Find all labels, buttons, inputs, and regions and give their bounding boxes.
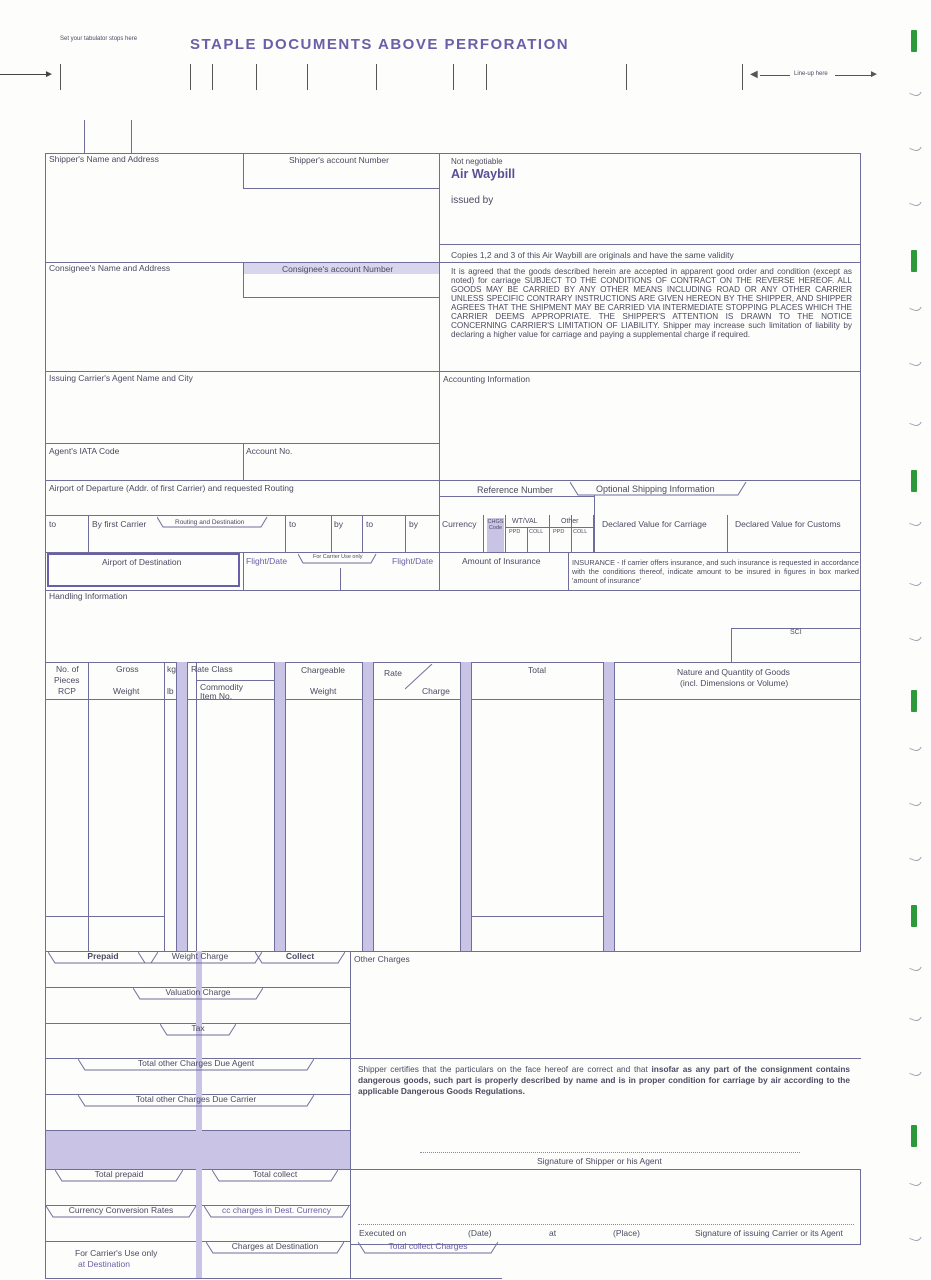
- routing-dest-label: Routing and Destination: [175, 519, 245, 526]
- certify-bold: insofar as any part of the consignment contains dangerous goods, such part is properly described by name and is in proper condition for carriage by air according to the applicable Dangerous Goods Regulations.: [358, 1064, 850, 1096]
- no-of-label: No. of: [56, 664, 79, 674]
- green-marker-icon: [911, 250, 917, 272]
- executed-on-label: Executed on: [359, 1228, 407, 1238]
- declared-carriage-label: Declared Value for Carriage: [602, 519, 707, 529]
- by-label-2: by: [334, 519, 343, 529]
- valuation-collect-field[interactable]: [204, 1002, 349, 1020]
- binding-mark: [131, 120, 132, 153]
- grid-line-h: [244, 188, 439, 189]
- grid-line-h: [440, 262, 860, 263]
- declared-carriage-field[interactable]: [596, 531, 726, 551]
- grid-line-h: [196, 680, 276, 681]
- other-label: Other: [561, 518, 579, 525]
- to-label: to: [49, 519, 57, 529]
- tab-stop-mark: [212, 64, 213, 90]
- at-destination-label: at Destination: [78, 1259, 130, 1269]
- conversion-tab: [46, 1205, 196, 1219]
- other-charges-label: Other Charges: [354, 954, 410, 964]
- tab-arrow-line: [0, 74, 46, 75]
- declared-customs-label: Declared Value for Customs: [735, 519, 841, 529]
- certify-plain: Shipper certifies that the particulars on the face hereof are correct and that: [358, 1064, 652, 1074]
- consignee-name-label: Consignee's Name and Address: [49, 263, 171, 273]
- lineup-left-arrow-icon: ◀: [750, 69, 758, 80]
- shade-column: [604, 662, 614, 951]
- other-charges-field[interactable]: [354, 966, 858, 1056]
- account-no-field[interactable]: [244, 457, 438, 479]
- amount-insurance-field[interactable]: [442, 567, 567, 587]
- to-label-3: to: [366, 519, 374, 529]
- gross-label: Gross: [116, 664, 139, 674]
- binding-mark: [84, 120, 85, 153]
- perforation-hook-icon: [909, 743, 921, 752]
- collect-tab: [255, 951, 345, 965]
- insurance-notice: INSURANCE - If carrier offers insurance, and such insurance is requested in accordance with the conditions thereof, indicate amount to be insured in figures in box marked 'amount of insurance': [572, 558, 859, 585]
- tab-stop-mark: [190, 64, 191, 90]
- grid-line-v: [549, 515, 550, 553]
- charges-destination-tab: [206, 1241, 344, 1255]
- charges-destination-tab-label: Charges at Destination: [231, 1241, 319, 1251]
- tax-collect-field[interactable]: [204, 1038, 349, 1056]
- shipper-account-field[interactable]: [244, 166, 439, 188]
- perforation-hook-icon: [909, 1013, 921, 1022]
- due-agent-prepaid-field[interactable]: [46, 1074, 194, 1092]
- routing-field[interactable]: [46, 530, 438, 550]
- valuation-tab-label: Valuation Charge: [165, 987, 231, 997]
- gross-weight-field[interactable]: [90, 701, 164, 915]
- grid-line-v: [594, 495, 595, 553]
- commodity-field[interactable]: [197, 701, 273, 949]
- total-collect-field[interactable]: [204, 1186, 349, 1202]
- shade-column: [177, 662, 187, 951]
- carrier-signature-label: Signature of issuing Carrier or its Agent: [695, 1228, 843, 1238]
- grid-line-v: [471, 662, 472, 951]
- consignee-account-field[interactable]: [244, 275, 439, 297]
- first-carrier-label: By first Carrier: [92, 519, 147, 529]
- tab-stop-mark: [256, 64, 257, 90]
- grid-line-v: [340, 568, 341, 590]
- grid-line-v: [164, 662, 165, 951]
- total-prepaid-field[interactable]: [46, 1186, 194, 1202]
- grid-line-v: [614, 662, 615, 951]
- total-field[interactable]: [473, 701, 602, 915]
- total-prepaid-tab-label: Total prepaid: [94, 1169, 144, 1179]
- cc-charges-tab: [204, 1205, 349, 1219]
- grid-line-v: [350, 951, 351, 1278]
- grid-line-h: [244, 297, 439, 298]
- shipper-signature-label: Signature of Shipper or his Agent: [537, 1156, 662, 1166]
- perforation-hook-icon: [909, 418, 921, 427]
- dimensions-label: (incl. Dimensions or Volume): [680, 678, 789, 688]
- ppd-label: PPD: [509, 529, 521, 535]
- coll-label: COLL: [529, 529, 544, 535]
- air-waybill-title: Air Waybill: [451, 167, 516, 181]
- tab-stop-mark: [376, 64, 377, 90]
- grid-line-h: [505, 527, 593, 528]
- wt-val-label: WT/VAL: [512, 518, 538, 525]
- handling-field[interactable]: [46, 603, 726, 659]
- grid-line-v: [860, 1169, 861, 1245]
- tab-stop-mark: [486, 64, 487, 90]
- conversion-rate-field[interactable]: [46, 1220, 194, 1238]
- nature-label: Nature and Quantity of Goods: [677, 667, 790, 677]
- flight-date-label: Flight/Date: [246, 556, 288, 566]
- green-marker-icon: [911, 905, 917, 927]
- nature-goods-field[interactable]: [616, 701, 858, 949]
- green-marker-icon: [911, 1125, 917, 1147]
- grid-line-v: [527, 527, 528, 553]
- weight-charge-tab-label: Weight Charge: [171, 951, 229, 961]
- chgs-code-label: CHGS Code: [487, 519, 504, 531]
- grid-line-h: [45, 662, 861, 663]
- due-carrier-tab-label: Total other Charges Due Carrier: [135, 1094, 257, 1104]
- due-agent-tab: [78, 1058, 314, 1072]
- tab-stop-mark: [60, 64, 61, 90]
- rate-class-label: Rate Class: [191, 664, 233, 674]
- grid-line-h: [45, 1278, 502, 1279]
- account-no-label: Account No.: [246, 446, 293, 456]
- rate-charge-field[interactable]: [375, 701, 459, 949]
- accounting-info-label: Accounting Information: [443, 374, 530, 384]
- place-label: (Place): [613, 1228, 640, 1238]
- tab-stop-mark: [453, 64, 454, 90]
- valuation-prepaid-field[interactable]: [46, 1002, 194, 1020]
- grid-line-h: [45, 590, 861, 591]
- kg-label: kg: [167, 664, 176, 674]
- green-marker-icon: [911, 30, 917, 52]
- total-collect-tab-label: Total collect: [252, 1169, 298, 1179]
- by-label-3: by: [409, 519, 418, 529]
- due-agent-collect-field[interactable]: [204, 1074, 349, 1092]
- consignee-name-field[interactable]: [46, 276, 242, 370]
- due-agent-tab-label: Total other Charges Due Agent: [137, 1058, 255, 1068]
- grid-line-h: [45, 916, 165, 917]
- departure-label: Airport of Departure (Addr. of first Carrier) and requested Routing: [49, 483, 294, 493]
- flight-date-label-2: Flight/Date: [392, 556, 434, 566]
- green-marker-icon: [911, 470, 917, 492]
- tax-tab-label: Tax: [191, 1023, 205, 1033]
- rate-label: Rate: [384, 668, 402, 678]
- iata-code-field[interactable]: [46, 457, 242, 479]
- grid-line-h: [440, 244, 860, 245]
- grid-line-h: [45, 480, 440, 481]
- lineup-line-left: [760, 75, 790, 76]
- shipper-account-label: Shipper's account Number: [289, 155, 389, 165]
- perforation-hook-icon: [909, 88, 921, 97]
- sci-label: SCI: [790, 629, 802, 636]
- cc-charges-field[interactable]: [204, 1220, 349, 1238]
- staple-title: STAPLE DOCUMENTS ABOVE PERFORATION: [190, 36, 570, 53]
- grid-line-h: [45, 699, 861, 700]
- rcp-label: RCP: [58, 686, 76, 696]
- perforation-hook-icon: [909, 303, 921, 312]
- perforation-hook-icon: [909, 198, 921, 207]
- charge-label: Charge: [422, 686, 450, 696]
- perforation-hook-icon: [909, 963, 921, 972]
- carrier-use-only-label: For Carrier's Use only: [75, 1248, 158, 1258]
- pieces-field[interactable]: [46, 701, 88, 915]
- airport-destination-label: Airport of Destination: [102, 557, 182, 567]
- amount-insurance-label: Amount of Insurance: [462, 556, 541, 566]
- lineup-right-arrow-icon: ►: [869, 69, 879, 80]
- shade-column: [275, 662, 285, 951]
- chargeable-weight-label: Weight: [310, 686, 337, 696]
- coll-label-2: COLL: [573, 529, 588, 535]
- flight-date-field[interactable]: [244, 567, 339, 587]
- charges-destination-field[interactable]: [204, 1256, 349, 1274]
- to-label-2: to: [289, 519, 297, 529]
- issuer-field[interactable]: [445, 208, 855, 242]
- shade-column: [461, 662, 471, 951]
- grid-line-v: [187, 662, 188, 951]
- weight-charge-prepaid-field[interactable]: [46, 966, 194, 984]
- iata-code-label: Agent's IATA Code: [49, 446, 120, 456]
- weight-charge-tab: [138, 951, 262, 965]
- departure-field[interactable]: [46, 494, 438, 514]
- lineup-line-right: [835, 75, 871, 76]
- lb-label: lb: [167, 686, 174, 696]
- date-label: (Date): [468, 1228, 492, 1238]
- perforation-hook-icon: [909, 1233, 921, 1242]
- grid-line-v: [285, 662, 286, 951]
- green-marker-icon: [911, 690, 917, 712]
- conditions-notice: It is agreed that the goods described herein are accepted in apparent good order and condition (except as noted) for carriage SUBJECT TO THE CONDITIONS OF CONTRACT ON THE REVERSE HEREOF. ALL GOODS MAY BE CARRIED BY ANY OTHER MEANS INCLUDING ROAD OR ANY OTHER CARRIER UNLESS SPECIFIC CONTRARY INSTRUCTIONS ARE GIVEN HEREON BY THE SHIPPER, AND SHIPPER AGREES THAT THE SHIPMENT MAY BE CARRIED VIA INTERMEDIATE STOPPING PLACES WHICH THE CARRIER DEEMS APPROPRIATE. THE SHIPPER'S ATTENTION IS DRAWN TO THE NOTICE CONCERNING CARRIER'S LIMITATION OF LIABILITY. Shipper may increase such limitation of liability by declaring a higher value for carriage and paying a supplemental charge if required.: [451, 267, 852, 339]
- total-collect-tab: [212, 1169, 338, 1183]
- due-carrier-collect-field[interactable]: [204, 1110, 349, 1128]
- shade-column: [363, 662, 373, 951]
- tax-tab: [160, 1023, 236, 1037]
- at-label: at: [549, 1228, 557, 1238]
- not-negotiable: Not negotiable: [451, 157, 503, 166]
- execution-line[interactable]: [358, 1224, 854, 1225]
- accounting-info-field[interactable]: [442, 386, 859, 478]
- perforation-hook-icon: [909, 633, 921, 642]
- pieces-label: Pieces: [54, 675, 80, 685]
- chargeable-weight-field[interactable]: [287, 701, 361, 949]
- grid-line-v: [568, 552, 569, 590]
- tab-stop-mark: [307, 64, 308, 90]
- valuation-tab: [133, 987, 263, 1001]
- tab-stop-mark: [742, 64, 743, 90]
- perforation-hook-icon: [909, 143, 921, 152]
- perforation-hook-icon: [909, 1178, 921, 1187]
- perforation-hook-icon: [909, 518, 921, 527]
- prepaid-tab-label: Prepaid: [87, 951, 119, 961]
- currency-label: Currency: [442, 519, 477, 529]
- gross-weight-label: Weight: [113, 686, 140, 696]
- tab-arrow-icon: ►: [44, 69, 54, 80]
- item-no-label: Item No.: [200, 691, 233, 701]
- grid-line-v: [593, 515, 594, 553]
- perforation-hook-icon: [909, 853, 921, 862]
- perforation-hook-icon: [909, 798, 921, 807]
- collect-tab-label: Collect: [285, 951, 315, 961]
- grid-line-v: [505, 515, 506, 553]
- airport-destination-field[interactable]: [52, 568, 237, 584]
- reference-number-label: Reference Number: [477, 485, 554, 495]
- tabulator-note: Set your tabulator stops here: [60, 36, 138, 42]
- grid-line-h: [45, 371, 861, 372]
- agent-name-field[interactable]: [46, 385, 438, 441]
- reference-number-field[interactable]: [445, 498, 591, 516]
- grid-line-h: [45, 153, 861, 154]
- perforation-hook-icon: [909, 1068, 921, 1077]
- conversion-tab-label: Currency Conversion Rates: [68, 1205, 174, 1215]
- declared-customs-field[interactable]: [730, 531, 858, 551]
- due-carrier-prepaid-field[interactable]: [46, 1110, 194, 1128]
- perforation-hook-icon: [909, 578, 921, 587]
- shipper-name-field[interactable]: [46, 166, 242, 261]
- copies-note: Copies 1,2 and 3 of this Air Waybill are originals and have the same validity: [451, 250, 734, 260]
- shipper-name-label: Shipper's Name and Address: [49, 154, 159, 164]
- shade-block: [46, 1131, 350, 1169]
- lineup-note: Line-up here: [794, 71, 828, 77]
- grid-line-v: [727, 515, 728, 553]
- total-label: Total: [528, 665, 546, 675]
- perforation-hook-icon: [909, 358, 921, 367]
- cc-charges-tab-label: cc charges in Dest. Currency: [221, 1205, 332, 1215]
- commodity-label: Commodity: [200, 682, 243, 692]
- carrier-use-label: For Carrier Use only: [313, 554, 363, 560]
- ppd-label-2: PPD: [553, 529, 565, 535]
- total-collect-charges-tab-label: Total collect Charges: [388, 1241, 468, 1251]
- shipper-signature-line[interactable]: [420, 1152, 800, 1153]
- grid-line-v: [88, 662, 89, 951]
- total-collect-charges-field[interactable]: [354, 1256, 500, 1274]
- grid-line-h: [471, 916, 604, 917]
- grid-line-v: [373, 662, 374, 951]
- shipper-certification: [358, 1064, 850, 1097]
- consignee-account-label: Consignee's account Number: [282, 264, 394, 274]
- chargeable-label: Chargeable: [301, 665, 345, 675]
- tax-prepaid-field[interactable]: [46, 1038, 194, 1056]
- agent-name-label: Issuing Carrier's Agent Name and City: [49, 373, 193, 383]
- total-collect-charges-tab: [358, 1241, 498, 1255]
- handling-label: Handling Information: [49, 591, 128, 601]
- issued-by-label: issued by: [451, 195, 494, 206]
- weight-charge-collect-field[interactable]: [204, 966, 349, 984]
- grid-line-v: [483, 515, 484, 553]
- flight-date-field-2[interactable]: [342, 567, 438, 587]
- tab-stop-mark: [626, 64, 627, 90]
- grid-line-v: [731, 628, 732, 662]
- total-prepaid-tab: [55, 1169, 183, 1183]
- sci-field[interactable]: [733, 639, 858, 659]
- due-carrier-tab: [78, 1094, 314, 1108]
- optional-info-label: Optional Shipping Information: [596, 484, 715, 494]
